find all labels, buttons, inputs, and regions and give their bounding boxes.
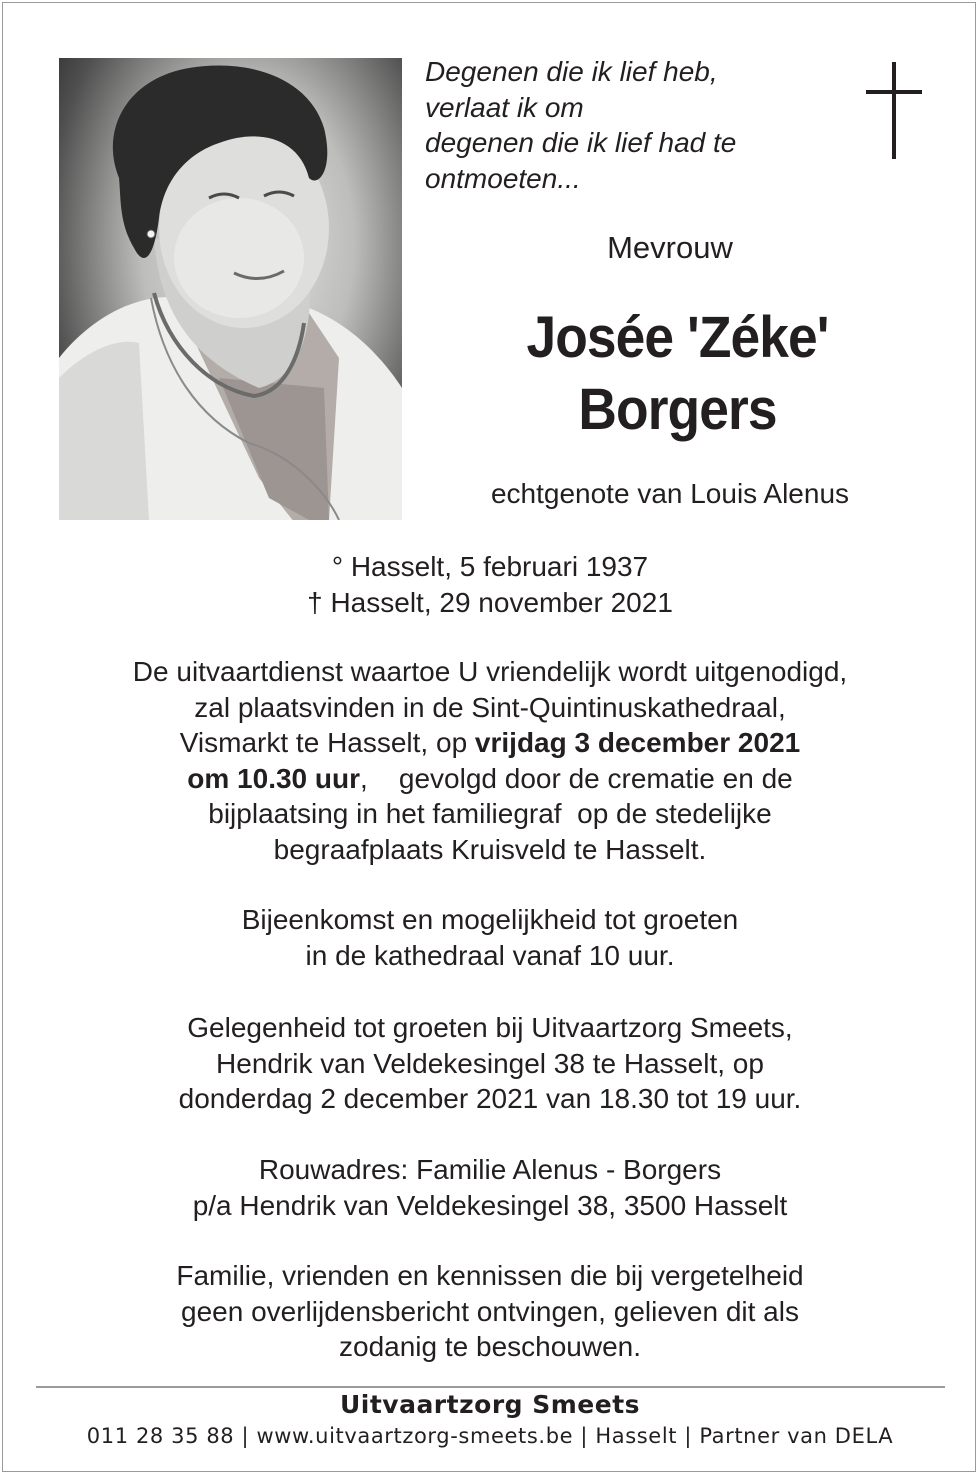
service-details — [0, 654, 980, 867]
service-date: vrijdag 3 december 2021 — [474, 727, 801, 758]
death-line: † Hasselt, 29 november 2021 — [307, 586, 673, 618]
notice-line: geen overlijdensbericht ontvingen, gelieven dit als — [181, 1295, 799, 1327]
funeral-home-name: Uitvaartzorg Smeets — [339, 1390, 641, 1419]
deceased-name — [441, 302, 915, 446]
quote-line: degenen die ik lief had te — [425, 127, 737, 158]
footer-divider — [36, 1386, 945, 1388]
mourning-address — [0, 1152, 980, 1223]
condolence-info — [0, 1010, 980, 1117]
service-line: De uitvaartdienst waartoe U vriendelijk wordt uitgenodigd, — [132, 656, 848, 687]
birth-line: ° Hasselt, 5 februari 1937 — [331, 551, 649, 582]
funeral-home-contact: 011 28 35 88 | www.uitvaartzorg-smeets.be | Hasselt | Partner van DELA — [86, 1424, 894, 1448]
service-time: om 10.30 uur — [187, 762, 360, 794]
service-text: Vismarkt te Hasselt, op — [179, 727, 475, 758]
address-line: Rouwadres: Familie Alenus - Borgers — [258, 1154, 722, 1185]
service-line: bijplaatsing in het familiegraf op de stedelijke — [208, 798, 772, 829]
service-line: begraafplaats Kruisveld te Hasselt. — [273, 833, 707, 865]
quote-line: Degenen die ik lief heb, — [425, 56, 718, 87]
spouse-line: echtgenote van Louis Alenus — [490, 478, 850, 509]
gathering-line: Bijeenkomst en mogelijkheid tot groeten — [241, 904, 739, 935]
honorific: Mevrouw — [607, 230, 733, 265]
name-line-first: Josée 'Zéke' — [526, 305, 829, 370]
name-line-last: Borgers — [578, 377, 777, 442]
condolence-line: Hendrik van Veldekesingel 38 te Hasselt, op — [216, 1047, 764, 1079]
condolence-line: donderdag 2 december 2021 van 18.30 tot 19 uur. — [178, 1083, 802, 1114]
portrait-illustration — [59, 58, 402, 520]
notice-text — [0, 1258, 980, 1365]
service-text: , gevolgd door de crematie en de — [360, 762, 793, 794]
service-line — [0, 761, 980, 797]
portrait-photo — [59, 58, 402, 520]
life-dates — [0, 549, 980, 620]
notice-line: zodanig te beschouwen. — [339, 1331, 641, 1362]
cross-icon — [866, 62, 922, 159]
condolence-line: Gelegenheid tot groeten bij Uitvaartzorg Smeets, — [187, 1012, 793, 1043]
notice-line: Familie, vrienden en kennissen die bij vergetelheid — [176, 1260, 804, 1291]
quote-line: ontmoeten... — [425, 162, 581, 194]
service-line — [0, 725, 980, 761]
quote-line: verlaat ik om — [425, 91, 584, 123]
memorial-quote — [425, 54, 825, 196]
address-line: p/a Hendrik van Veldekesingel 38, 3500 Hasselt — [192, 1189, 788, 1221]
service-line: zal plaatsvinden in de Sint-Quintinuskathedraal, — [194, 691, 786, 723]
gathering-info — [0, 902, 980, 973]
gathering-line: in de kathedraal vanaf 10 uur. — [305, 939, 675, 971]
